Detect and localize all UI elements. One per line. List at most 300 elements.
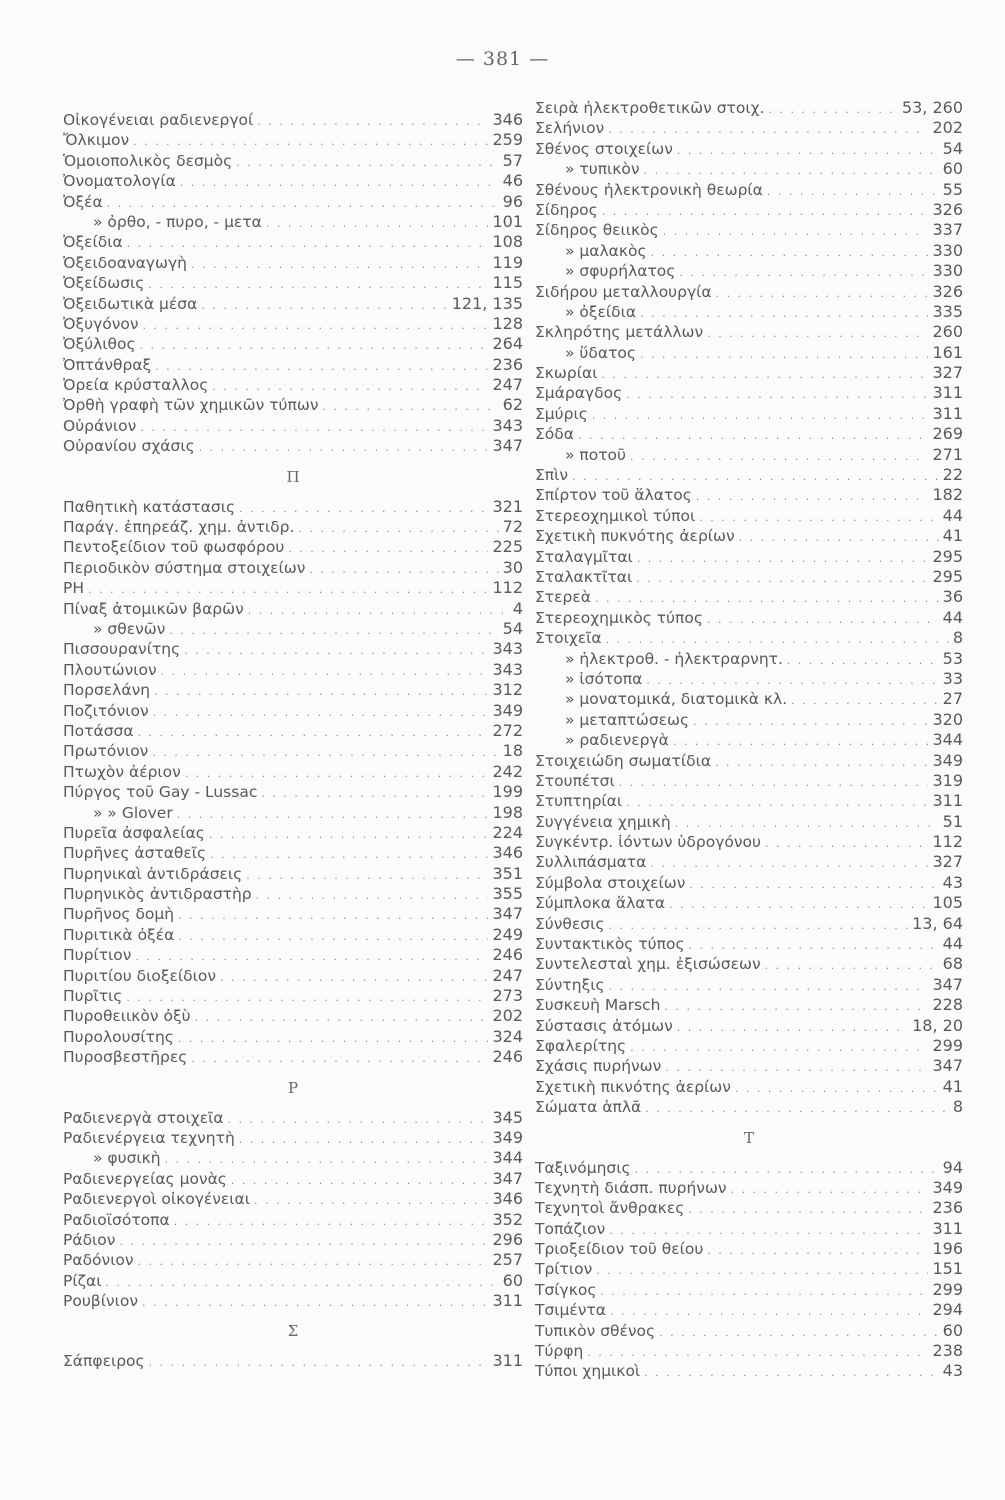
dot-leader <box>630 447 928 467</box>
index-page-ref: 346 <box>492 843 523 863</box>
index-entry <box>63 416 523 436</box>
index-page-ref: 321 <box>492 496 523 516</box>
dot-leader <box>626 385 928 405</box>
index-entry <box>63 497 523 517</box>
dot-leader <box>768 100 897 120</box>
index-entry <box>535 1036 963 1056</box>
index-page-ref: 18, 20 <box>912 1015 963 1035</box>
index-term: Ποζιτόνιον <box>63 701 149 720</box>
index-term: Τσιμέντα <box>535 1301 606 1320</box>
index-term: Ὀξέα <box>63 192 103 211</box>
dot-leader <box>239 499 488 519</box>
index-term: Σώματα ἁπλᾶ <box>535 1098 642 1117</box>
index-entry <box>63 1128 523 1148</box>
index-entry <box>63 619 523 639</box>
dot-leader <box>644 161 939 181</box>
index-term: Πυρηνικὸς ἀντιδραστὴρ <box>63 885 252 904</box>
index-term: Ράδιον <box>63 1230 116 1249</box>
index-term: » ποτοῦ <box>565 445 627 464</box>
index-entry <box>535 180 963 200</box>
index-term: Οὐράνιον <box>63 416 137 435</box>
dot-leader <box>165 1150 489 1170</box>
index-entry <box>63 334 523 354</box>
index-entry <box>63 803 523 823</box>
index-term: Σίδηρος <box>535 200 598 219</box>
index-entry <box>63 1271 523 1291</box>
index-term: Πύργος τοῦ Gay - Lussac <box>63 783 258 802</box>
dot-leader <box>646 671 938 691</box>
index-entry <box>535 730 963 750</box>
index-page-ref: 115 <box>492 273 523 293</box>
dot-leader <box>155 357 488 377</box>
index-page-ref: 199 <box>492 782 523 802</box>
index-page-ref: 273 <box>492 986 523 1006</box>
index-term: Ὀρθὴ γραφὴ τῶν χημικῶν τύπων <box>63 396 319 415</box>
dot-leader <box>261 784 488 804</box>
index-term: Σύμβολα στοιχείων <box>535 873 686 892</box>
index-entry <box>63 823 523 843</box>
index-term: Ὀξύλιθος <box>63 335 136 354</box>
index-page-ref: 349 <box>932 750 963 770</box>
dot-leader <box>595 589 939 609</box>
index-entry <box>535 547 963 567</box>
index-page-ref: 347 <box>492 1168 523 1188</box>
index-entry <box>535 791 963 811</box>
index-entry <box>535 934 963 954</box>
dot-leader <box>178 927 488 947</box>
index-page-ref: 347 <box>492 436 523 456</box>
index-term: » ραδιενεργὰ <box>565 731 669 750</box>
index-entry <box>535 669 963 689</box>
index-page-ref: 128 <box>492 313 523 333</box>
dot-leader <box>587 1343 928 1363</box>
index-page-ref: 337 <box>932 220 963 240</box>
index-entry <box>63 1351 523 1371</box>
index-term: Σάπφειρος <box>63 1352 145 1371</box>
index-entry <box>535 710 963 730</box>
index-page-ref: 343 <box>492 659 523 679</box>
index-term: Πυροθειικὸν ὀξὺ <box>63 1007 191 1026</box>
index-term: » ὀξείδια <box>565 302 637 321</box>
index-entry <box>63 355 523 375</box>
index-entry <box>535 1178 963 1198</box>
index-entry <box>63 192 523 212</box>
dot-leader <box>635 1160 939 1180</box>
index-term: Πορσελάνη <box>63 681 151 700</box>
dot-leader <box>236 153 498 173</box>
dot-leader <box>210 845 488 865</box>
dot-leader <box>787 651 939 671</box>
dot-leader <box>688 1200 928 1220</box>
index-page-ref: 242 <box>492 761 523 781</box>
index-entry <box>535 118 963 138</box>
index-page-ref: 96 <box>502 191 523 211</box>
index-entry <box>535 649 963 669</box>
dot-leader <box>609 1221 928 1241</box>
dot-leader <box>161 662 489 682</box>
index-entry <box>63 1291 523 1311</box>
index-entry <box>535 98 963 118</box>
index-page-ref: 299 <box>932 1035 963 1055</box>
index-page-ref: 60 <box>942 1320 963 1340</box>
index-entry <box>535 812 963 832</box>
index-entry <box>63 660 523 680</box>
dot-leader <box>610 1302 928 1322</box>
index-page-ref: 224 <box>492 822 523 842</box>
index-page-ref: 249 <box>492 924 523 944</box>
index-entry <box>63 741 523 761</box>
dot-leader <box>659 1323 939 1343</box>
index-page-ref: 54 <box>502 618 523 638</box>
index-page-ref: 41 <box>942 1076 963 1096</box>
index-entry <box>535 954 963 974</box>
index-entry <box>535 1341 963 1361</box>
dot-leader <box>257 112 488 132</box>
dot-leader <box>665 1058 928 1078</box>
index-term: Οἰκογένειαι ραδιενεργοί <box>63 111 254 129</box>
index-page-ref: 344 <box>932 730 963 750</box>
index-page-ref: 62 <box>502 395 523 415</box>
index-term: Συλλιπάσματα <box>535 853 647 872</box>
dot-leader <box>675 814 939 834</box>
index-page-ref: 312 <box>492 680 523 700</box>
index-page-ref: 346 <box>492 1189 523 1209</box>
index-page-ref: 320 <box>932 709 963 729</box>
index-entry <box>535 914 963 934</box>
index-page-ref: 112 <box>492 578 523 598</box>
index-page-ref: 349 <box>492 1127 523 1147</box>
index-term: Τυπικὸν σθένος <box>535 1321 656 1340</box>
index-term: Συντακτικὸς τύπος <box>535 935 685 954</box>
index-entry <box>535 1321 963 1341</box>
section-letter: Τ <box>743 1128 754 1147</box>
dot-leader <box>177 805 489 825</box>
index-page-ref: 41 <box>942 526 963 546</box>
index-entry <box>535 1158 963 1178</box>
index-page-ref: 27 <box>942 689 963 709</box>
dot-leader <box>644 1363 938 1383</box>
index-entry <box>63 864 523 884</box>
dot-leader <box>138 723 489 743</box>
dot-leader <box>138 1252 489 1272</box>
index-page-ref: 108 <box>492 232 523 252</box>
index-term: Πυριτικὰ ὀξέα <box>63 925 175 944</box>
index-page-ref: 260 <box>932 322 963 342</box>
dot-leader <box>88 580 488 600</box>
index-term: Σχετικὴ πικνότης ἀερίων <box>535 1077 731 1096</box>
index-term: Ὀξειδοαναγωγὴ <box>63 253 187 272</box>
dot-leader <box>184 641 488 661</box>
index-term: Ὁμοιοπολικὸς δεσμὸς <box>63 151 233 170</box>
index-page-ref: 299 <box>932 1279 963 1299</box>
index-term: » σθενῶν <box>93 619 166 638</box>
index-entry <box>535 873 963 893</box>
index-page-ref: 311 <box>932 791 963 811</box>
index-term: Ρίζαι <box>63 1271 102 1290</box>
index-entry <box>63 1189 523 1209</box>
index-entry <box>535 159 963 179</box>
index-entry <box>63 110 523 130</box>
index-page-ref: 228 <box>932 995 963 1015</box>
dot-leader <box>707 324 928 344</box>
dot-leader <box>178 1029 489 1049</box>
index-page-ref: 326 <box>932 199 963 219</box>
index-entry <box>63 273 523 293</box>
dot-leader <box>174 1212 489 1232</box>
dot-leader <box>133 132 488 152</box>
index-page-ref: 55 <box>942 179 963 199</box>
index-page-ref: 236 <box>932 1198 963 1218</box>
index-term: Ὄλκιμον <box>63 131 130 150</box>
index-entry <box>535 424 963 444</box>
index-entry <box>63 232 523 252</box>
index-term: Πρωτόνιον <box>63 742 149 761</box>
index-page-ref: 295 <box>932 566 963 586</box>
index-entry <box>63 639 523 659</box>
dot-leader <box>739 528 939 548</box>
dot-leader <box>220 968 488 988</box>
index-page-ref: 343 <box>492 415 523 435</box>
index-term: Σταλαγμῖται <box>535 547 633 566</box>
index-entry <box>63 762 523 782</box>
index-page-ref: 18 <box>502 741 523 761</box>
index-entry <box>63 925 523 945</box>
dot-leader <box>608 120 928 140</box>
index-entry <box>535 975 963 995</box>
dot-leader <box>248 601 509 621</box>
dot-leader <box>693 712 928 732</box>
dot-leader <box>135 947 488 967</box>
index-entry <box>63 986 523 1006</box>
section-letter: Ρ <box>287 1078 299 1097</box>
dot-leader <box>143 316 489 336</box>
index-page-ref: 295 <box>932 546 963 566</box>
index-term: » μεταπτώσεως <box>565 710 690 729</box>
index-term: Τριοξείδιον τοῦ θείου <box>535 1240 704 1259</box>
index-term: Σμύρις <box>535 404 588 423</box>
index-term: Στερεοχημικὸς τύπος <box>535 608 703 627</box>
dot-leader <box>239 1130 489 1150</box>
index-term: Σελήνιον <box>535 119 605 138</box>
index-term: Παράγ. ἐπηρεάζ. χημ. ἀντιδρ. <box>63 518 295 537</box>
dot-leader <box>677 1018 908 1038</box>
index-term: Ραδιενεργὰ στοιχεῖα <box>63 1108 224 1127</box>
index-page-ref: 4 <box>512 598 523 618</box>
index-entry <box>535 404 963 424</box>
dot-leader <box>185 764 489 784</box>
index-page-ref: 161 <box>932 342 963 362</box>
index-page-ref: 269 <box>932 424 963 444</box>
index-page-ref: 94 <box>942 1157 963 1177</box>
index-term: Πυροσβεστῆρες <box>63 1048 188 1067</box>
dot-leader <box>140 418 488 438</box>
index-entry <box>535 771 963 791</box>
index-term: Πυρίτιον <box>63 946 132 965</box>
index-term: Σχετικὴ πυκνότης ἀερίων <box>535 527 735 546</box>
index-page-ref: 311 <box>492 1351 523 1371</box>
index-page-ref: 311 <box>932 403 963 423</box>
index-entry <box>63 966 523 986</box>
index-page-ref: 272 <box>492 720 523 740</box>
index-entry <box>535 1361 963 1381</box>
index-term: Πίναξ ἀτομικῶν βαρῶν <box>63 599 244 618</box>
dot-leader <box>228 1110 489 1130</box>
index-page-ref: 8 <box>952 628 963 648</box>
dot-leader <box>154 682 488 702</box>
section-letter: Π <box>286 467 300 486</box>
dot-leader <box>679 263 928 283</box>
index-term: Στερεοχημικοὶ τύποι <box>535 506 696 525</box>
index-term: Στερεὰ <box>535 588 591 607</box>
index-term: Σιδήρου μεταλλουργία <box>535 282 712 301</box>
index-entry <box>63 1006 523 1026</box>
index-page-ref: 119 <box>492 252 523 272</box>
index-term: » σφυρήλατος <box>565 262 676 281</box>
index-entry <box>535 322 963 342</box>
index-entry <box>63 151 523 171</box>
index-entry <box>63 945 523 965</box>
index-term: Ὀξυγόνον <box>63 314 139 333</box>
index-entry <box>63 212 523 232</box>
index-term: » μαλακὸς <box>565 241 647 260</box>
index-term: Ὀξείδια <box>63 233 123 252</box>
dot-leader <box>791 691 939 711</box>
index-page-ref: 72 <box>502 517 523 537</box>
dot-leader <box>699 508 938 528</box>
index-entry <box>63 171 523 191</box>
index-entry <box>535 445 963 465</box>
index-term: Σπίρτον τοῦ ἅλατος <box>535 486 692 505</box>
index-page-ref: 246 <box>492 1047 523 1067</box>
dot-leader <box>689 875 938 895</box>
index-page-ref: 330 <box>932 261 963 281</box>
dot-leader <box>735 1079 939 1099</box>
index-page-ref: 198 <box>492 802 523 822</box>
index-term: Τεχνητὴ διάσπ. πυρήνων <box>535 1178 727 1197</box>
dot-leader <box>149 1353 489 1373</box>
index-page-ref: 44 <box>942 607 963 627</box>
index-page-ref: 294 <box>932 1300 963 1320</box>
index-column-right <box>535 98 963 1382</box>
index-entry <box>63 558 523 578</box>
index-entry <box>63 782 523 802</box>
index-term: Στοιχεῖα <box>535 629 602 648</box>
index-page-ref: 43 <box>942 872 963 892</box>
index-column-left <box>63 110 523 1372</box>
dot-leader <box>696 487 929 507</box>
dot-leader <box>142 1293 488 1313</box>
index-page-ref: 349 <box>492 700 523 720</box>
dot-leader <box>707 1241 928 1261</box>
dot-leader <box>209 825 489 845</box>
index-entry <box>63 701 523 721</box>
index-page-ref: 60 <box>942 159 963 179</box>
index-entry <box>535 1280 963 1300</box>
index-page-ref: 13, 64 <box>912 913 963 933</box>
index-term: Ραδιενεργείας μονὰς <box>63 1169 227 1188</box>
dot-leader <box>606 630 949 650</box>
index-term: » τυπικὸν <box>565 160 640 179</box>
index-page-ref: 257 <box>492 1250 523 1270</box>
index-page-ref: 343 <box>492 639 523 659</box>
index-page-ref: 271 <box>932 444 963 464</box>
index-page-ref: 151 <box>932 1259 963 1279</box>
index-term: PH <box>63 579 85 598</box>
index-term: Πλουτώνιον <box>63 660 157 679</box>
index-page-ref: 259 <box>492 130 523 150</box>
index-page-ref: 345 <box>492 1107 523 1127</box>
index-page-ref: 347 <box>932 1056 963 1076</box>
index-entry <box>535 1219 963 1239</box>
dot-leader <box>651 243 929 263</box>
dot-leader <box>152 743 498 763</box>
index-page-ref: 330 <box>932 240 963 260</box>
dot-leader <box>673 732 929 752</box>
dot-leader <box>191 1049 488 1069</box>
index-page-ref: 44 <box>942 505 963 525</box>
dot-leader <box>609 977 929 997</box>
dot-leader <box>707 610 939 630</box>
index-term: Συγκέντρ. ἰόντων ὑδρογόνου <box>535 833 761 852</box>
dot-leader <box>191 255 489 275</box>
dot-leader <box>119 1232 488 1252</box>
index-page-ref: 101 <box>492 211 523 231</box>
index-page-ref: 346 <box>492 110 523 129</box>
index-entry <box>63 1027 523 1047</box>
index-term: Ραδόνιον <box>63 1251 134 1270</box>
index-page-ref: 112 <box>932 832 963 852</box>
dot-leader <box>572 467 939 487</box>
index-entry <box>63 1210 523 1230</box>
index-term: Σθένος στοιχείων <box>535 139 673 158</box>
index-entry <box>535 241 963 261</box>
index-term: Ὀξειδωτικὰ μέσα <box>63 294 198 313</box>
dot-leader <box>323 397 499 417</box>
index-term: Σκωρίαι <box>535 364 598 383</box>
dot-leader <box>650 854 928 874</box>
index-term: Σθένους ἠλεκτρονικὴ θεωρία <box>535 180 763 199</box>
index-term: Συντελεσταὶ χημ. ἐξισώσεων <box>535 955 761 974</box>
dot-leader <box>596 1261 928 1281</box>
index-term: Πυρῆνες ἀσταθεῖς <box>63 844 207 863</box>
dot-leader <box>689 936 939 956</box>
index-term: Σύστασις ἀτόμων <box>535 1016 673 1035</box>
dot-leader <box>608 916 908 936</box>
dot-leader <box>636 569 928 589</box>
dot-leader <box>126 988 488 1008</box>
index-page-ref: 326 <box>932 281 963 301</box>
index-entry <box>535 465 963 485</box>
index-page-ref: 225 <box>492 537 523 557</box>
dot-leader <box>212 377 488 397</box>
dot-leader <box>140 336 489 356</box>
index-term: Πυρολουσίτης <box>63 1027 174 1046</box>
index-entry <box>63 680 523 700</box>
page-number: — 381 — <box>455 48 550 70</box>
index-term: Σόδα <box>535 425 574 444</box>
index-entry <box>535 261 963 281</box>
index-entry <box>535 689 963 709</box>
index-term: Σφαλερίτης <box>535 1036 627 1055</box>
index-term: » ἠλεκτροθ. - ἠλεκτραρνητ. <box>565 649 783 668</box>
index-term: Ποτάσσα <box>63 721 134 740</box>
index-entry <box>63 578 523 598</box>
index-entry <box>535 1097 963 1117</box>
index-term: Σειρὰ ἠλεκτροθετικῶν στοιχ. <box>535 99 765 117</box>
dot-leader <box>148 275 488 295</box>
index-page-ref: 53 <box>942 648 963 668</box>
dot-leader <box>715 753 928 773</box>
